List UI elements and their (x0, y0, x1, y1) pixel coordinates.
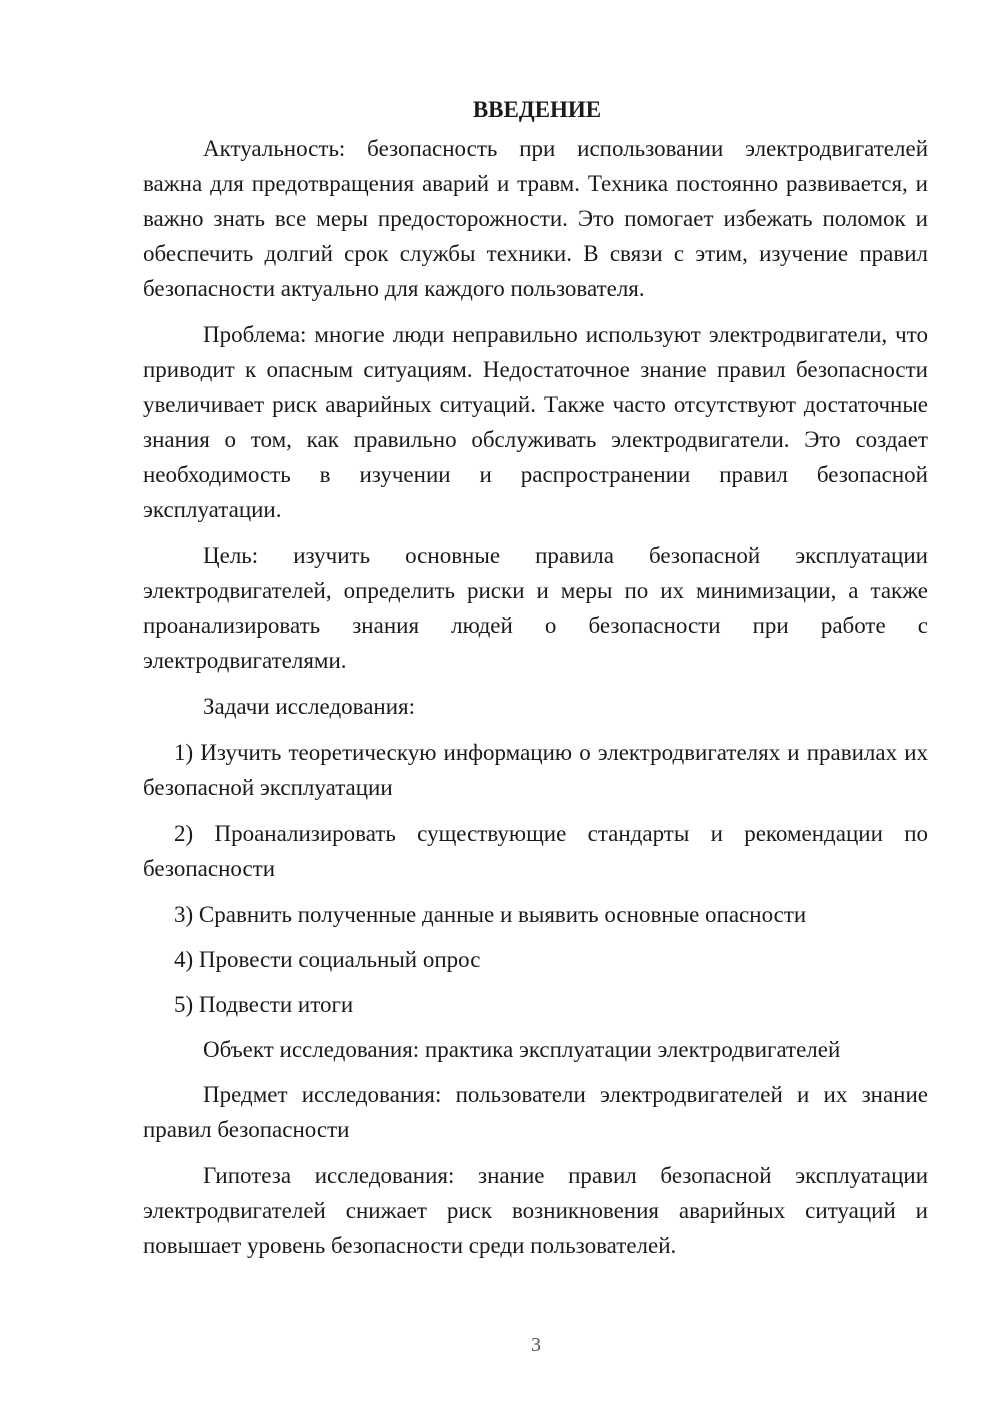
problem-paragraph: Проблема: многие люди неправильно используют электродвигатели, что приводит к опасным ситуациям. Недостаточное знание правил безопасности увеличивает риск аварийных ситуаций. Также часто отсутствуют достаточные знания о том, как правильно обслуживать электродвигатели. Это создает необходимость в изучении и распространении правил безопасной эксплуатации. (143, 322, 928, 522)
task-item-3: 3) Сравнить полученные данные и выявить основные опасности (174, 902, 807, 927)
research-subject-paragraph: Предмет исследования: пользователи электродвигателей и их знание правил безопасности (143, 1082, 928, 1142)
tasks-list (143, 735, 928, 1022)
task-item-2: 2) Проанализировать существующие стандарты и рекомендации по безопасности (143, 821, 928, 881)
task-item-1: 1) Изучить теоретическую информацию о электродвигателях и правилах их безопасной эксплуатации (143, 740, 928, 800)
page-content (143, 92, 928, 1274)
task-item-4: 4) Провести социальный опрос (174, 947, 481, 972)
section-title: ВВЕДЕНИЕ (472, 97, 602, 122)
tasks-heading: Задачи исследования: (203, 694, 416, 719)
goal-paragraph: Цель: изучить основные правила безопасной эксплуатации электродвигателей, определить риски и меры по их минимизации, а также проанализировать знания людей о безопасности при работе с электродвигателями. (143, 543, 928, 673)
page-number: 3 (531, 1334, 541, 1356)
research-object-paragraph: Объект исследования: практика эксплуатации электродвигателей (203, 1037, 841, 1062)
task-item-5: 5) Подвести итоги (174, 992, 354, 1017)
relevance-paragraph: Актуальность: безопасность при использовании электродвигателей важна для предотвращения аварий и травм. Техника постоянно развивается, и важно знать все меры предосторожности. Это помогает избежать поломок и обеспечить долгий срок службы техники. В связи с этим, изучение правил безопасности актуально для каждого пользователя. (143, 136, 928, 301)
research-hypothesis-paragraph: Гипотеза исследования: знание правил безопасной эксплуатации электродвигателей снижает риск возникновения аварийных ситуаций и повышает уровень безопасности среди пользователей. (143, 1163, 928, 1258)
